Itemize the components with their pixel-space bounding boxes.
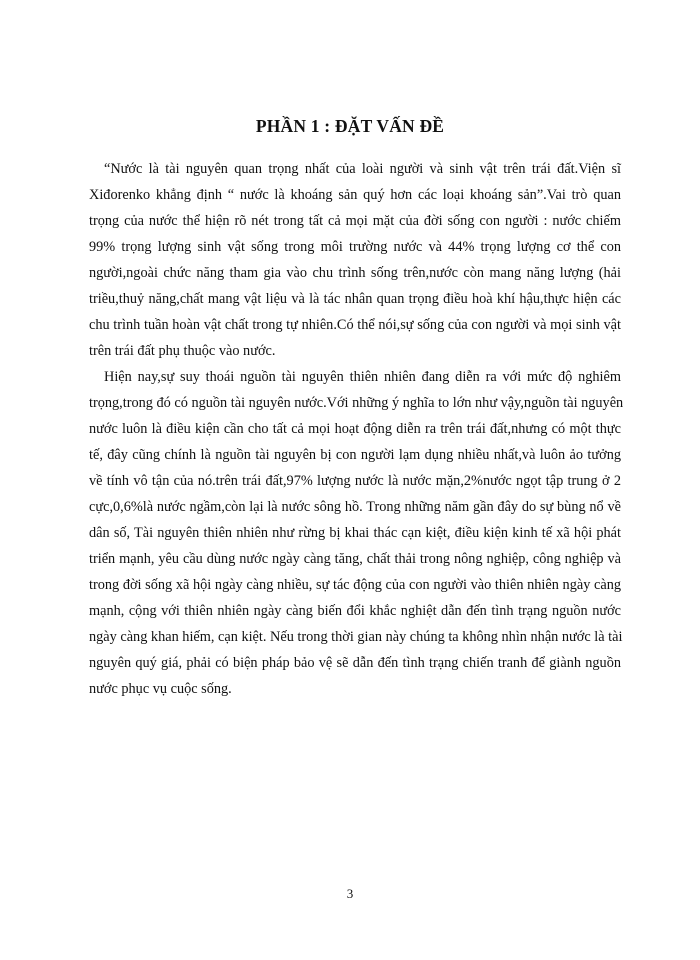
- paragraph-2: [89, 364, 624, 702]
- paragraph-line: trọng của nước thể hiện rõ nét trong tất cả mọi mặt của đời sống con người : nước chiếm: [89, 213, 621, 229]
- paragraph-line: tế, đây cũng chính là nguồn tài nguyên bị con người lạm dụng nhiều nhất,và luôn ảo tưởng: [89, 447, 621, 463]
- paragraph-line: nguyên quý giá, phải có biện pháp bảo vệ sẽ dẫn đến tình trạng chiến tranh để giành nguồn: [89, 655, 621, 671]
- paragraph-1: [89, 156, 621, 364]
- page-title: PHẦN 1 : ĐẶT VẤN ĐỀ: [255, 116, 445, 136]
- paragraph-line: về tính vô tận của nó.trên trái đất,97% lượng nước là nước mặn,2%nước ngọt tập trung ở 2: [89, 473, 621, 489]
- paragraph-line: Xiđorenko khẳng định “ nước là khoáng sản quý hơn các loại khoáng sản”.Vai trò quan: [89, 187, 621, 203]
- paragraph-line: 99% trọng lượng sinh vật sống trong môi trường nước và 44% trọng lượng cơ thể con: [89, 239, 621, 255]
- paragraph-line: người,ngoài chức năng tham gia vào chu trình sống trên,nước còn mang năng lượng (hải: [89, 265, 621, 281]
- paragraph-line: triều,thuỷ năng,chất mang vật liệu và là tác nhân quan trọng điều hoà khí hậu,thực hiện các: [89, 291, 621, 307]
- paragraph-line: nước luôn là điều kiện cần cho tất cả mọi hoạt động diễn ra trên trái đất,nhưng có một thực: [89, 421, 621, 437]
- page-number: 3: [346, 886, 354, 901]
- paragraph-line: nước phục vụ cuộc sống.: [89, 681, 232, 697]
- paragraph-line: ngày càng khan hiếm, cạn kiệt. Nếu trong thời gian này chúng ta không nhìn nhận nước là tài: [89, 629, 623, 645]
- paragraph-line: Hiện nay,sự suy thoái nguồn tài nguyên thiên nhiên đang diễn ra với mức độ nghiêm: [104, 369, 621, 385]
- paragraph-line: trên trái đất phụ thuộc vào nước.: [89, 343, 276, 359]
- paragraph-line: cực,0,6%là nước ngầm,còn lại là nước sông hồ. Trong những năm gần đây do sự bùng nổ về: [89, 499, 621, 515]
- paragraph-line: mạnh, cộng với thiên nhiên ngày càng biến đổi khắc nghiệt dẫn đến tình trạng nguồn nước: [89, 603, 621, 619]
- paragraph-line: triển mạnh, yêu cầu dùng nước ngày càng tăng, chất thải trong nông nghiệp, công nghiệp và: [89, 551, 621, 567]
- paragraph-line: dân số, Tài nguyên thiên nhiên như rừng bị khai thác cạn kiệt, điều kiện kinh tế xã hội phát: [89, 525, 621, 541]
- body-text: [89, 156, 624, 702]
- paragraph-line: chu trình tuần hoàn vật chất trong tự nhiên.Có thể nói,sự sống của con người và mọi sinh vật: [89, 317, 621, 333]
- paragraph-line: trong đời sống xã hội ngày càng nhiều, sự tác động của con người vào thiên nhiên ngày càng: [89, 577, 621, 593]
- paragraph-line: “Nước là tài nguyên quan trọng nhất của loài người và sinh vật trên trái đất.Viện sĩ: [104, 161, 621, 177]
- paragraph-line: trọng,trong đó có nguồn tài nguyên nước.Với những ý nghĩa to lớn như vậy,nguồn tài nguyên: [89, 395, 624, 411]
